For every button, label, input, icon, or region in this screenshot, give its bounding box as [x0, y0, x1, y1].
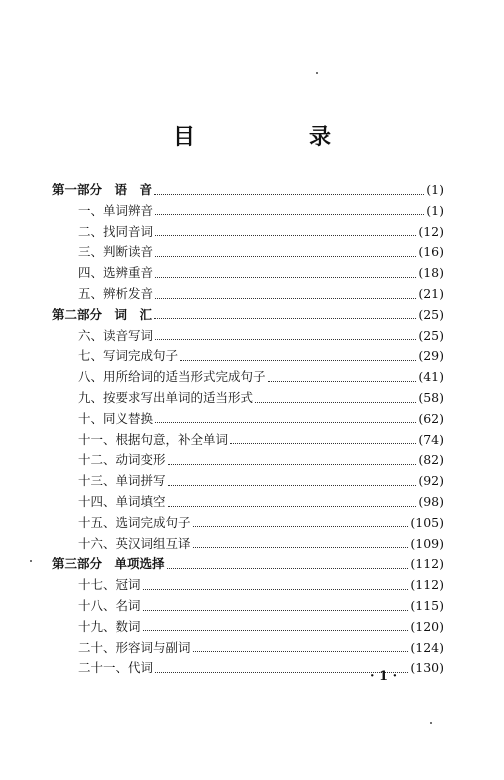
toc-leader-dots	[180, 360, 416, 361]
toc-entry	[78, 513, 444, 533]
toc-entry-label: 十五、选词完成句子	[78, 514, 191, 530]
toc-entry-page: (41)	[418, 369, 444, 385]
toc-entry-label: 七、写词完成句子	[78, 348, 179, 364]
toc-entry-page: (18)	[418, 265, 444, 281]
toc-entry-page: (130)	[410, 660, 444, 676]
toc-part-heading	[52, 180, 444, 200]
toc-entry-page: (98)	[418, 494, 444, 509]
scan-speck	[430, 722, 432, 724]
toc-entry	[78, 450, 444, 470]
scan-speck	[30, 560, 32, 562]
toc-leader-dots	[155, 339, 416, 340]
toc-entry	[78, 534, 444, 554]
toc-entry-page: (1)	[426, 182, 444, 197]
toc-entry-label: 十九、数词	[78, 618, 141, 634]
toc-entry-page: (82)	[418, 452, 444, 468]
toc-leader-dots	[143, 630, 409, 631]
toc-entry-label: 一、单词辨音	[78, 202, 154, 218]
toc-leader-dots	[168, 485, 417, 486]
toc-entry-page: (120)	[410, 618, 444, 634]
toc-leader-dots	[143, 589, 409, 590]
toc-entry	[78, 492, 444, 512]
toc-entry	[78, 242, 444, 262]
toc-leader-dots	[193, 651, 409, 652]
toc-leader-dots	[143, 610, 409, 611]
toc-entry-label: 十二、动词变形	[78, 452, 166, 468]
toc-entry	[78, 326, 444, 346]
toc-entry	[78, 575, 444, 595]
toc-part-heading	[52, 305, 444, 325]
toc-entry	[78, 430, 444, 450]
toc-entry	[78, 367, 444, 387]
toc-entry	[78, 263, 444, 283]
toc-entry-page: (105)	[410, 514, 444, 530]
toc-entry-page: (109)	[410, 535, 444, 551]
toc-leader-dots	[155, 256, 416, 257]
toc-entry-page: (112)	[410, 577, 444, 593]
toc-entry-page: (124)	[410, 639, 444, 655]
page-title: 目 录	[172, 125, 377, 150]
toc-leader-dots	[255, 402, 416, 403]
toc-entry-label: 八、用所给词的适当形式完成句子	[78, 369, 266, 385]
toc-entry-label: 第一部分 语 音	[52, 182, 153, 197]
toc-entry-label: 第三部分 单项选择	[52, 556, 165, 572]
toc-entry	[78, 346, 444, 366]
toc-entry-label: 第二部分 词 汇	[52, 306, 153, 322]
toc-entry-page: (21)	[418, 286, 444, 301]
page-number: · 1 ·	[370, 669, 398, 684]
toc-entry-page: (115)	[410, 598, 444, 613]
toc-entry	[78, 471, 444, 491]
toc-entry-label: 二十一、代词	[78, 660, 154, 676]
toc-entry	[78, 409, 444, 429]
toc-entry-page: (92)	[418, 473, 444, 489]
toc-entry-label: 六、读音写词	[78, 327, 154, 343]
toc-entry-label: 十六、英汉词组互译	[78, 535, 191, 551]
toc-leader-dots	[154, 318, 416, 319]
toc-entry-page: (58)	[418, 390, 444, 405]
toc-entry-label: 十、同义替换	[78, 410, 154, 426]
toc-entry-label: 十四、单词填空	[78, 494, 166, 509]
toc-entry-label: 二、找同音词	[78, 223, 154, 239]
scan-speck	[316, 72, 318, 74]
toc-leader-dots	[193, 547, 409, 548]
toc-entry	[78, 284, 444, 304]
toc-entry-label: 十三、单词拼写	[78, 473, 166, 489]
toc-part-heading	[52, 554, 444, 574]
toc-entry-page: (74)	[418, 431, 444, 447]
toc-entry	[78, 201, 444, 221]
toc-entry-page: (112)	[410, 556, 444, 572]
toc-entry-page: (62)	[418, 410, 444, 426]
toc-entry-page: (12)	[418, 223, 444, 239]
toc-entry-label: 十七、冠词	[78, 577, 141, 593]
toc-leader-dots	[155, 422, 416, 423]
toc-leader-dots	[168, 464, 417, 465]
toc-leader-dots	[155, 277, 416, 278]
toc-entry-page: (25)	[418, 327, 444, 343]
toc-leader-dots	[268, 381, 417, 382]
toc-entry	[78, 638, 444, 658]
toc-leader-dots	[230, 443, 416, 444]
toc-leader-dots	[167, 568, 409, 569]
toc-entry	[78, 596, 444, 616]
toc-entry-label: 十八、名词	[78, 598, 141, 613]
toc-entry	[78, 388, 444, 408]
toc-entry-label: 十一、根据句意，补全单词	[78, 431, 229, 447]
toc-leader-dots	[155, 298, 416, 299]
toc-entry-label: 五、辨析发音	[78, 286, 154, 301]
toc-entry-label: 三、判断读音	[78, 244, 154, 260]
toc-entry-page: (16)	[418, 244, 444, 260]
toc-entry-page: (1)	[426, 202, 444, 218]
toc-entry	[78, 617, 444, 637]
toc-leader-dots	[155, 235, 416, 236]
toc-leader-dots	[193, 526, 409, 527]
toc-entry-label: 九、按要求写出单词的适当形式	[78, 390, 254, 405]
toc-entry	[78, 222, 444, 242]
toc-entry-label: 二十、形容词与副词	[78, 639, 191, 655]
toc-entry-label: 四、选辨重音	[78, 265, 154, 281]
toc-entry-page: (25)	[418, 306, 444, 322]
toc-entry-page: (29)	[418, 348, 444, 364]
toc-leader-dots	[155, 214, 424, 215]
toc-leader-dots	[168, 506, 417, 507]
toc-leader-dots	[154, 194, 424, 195]
